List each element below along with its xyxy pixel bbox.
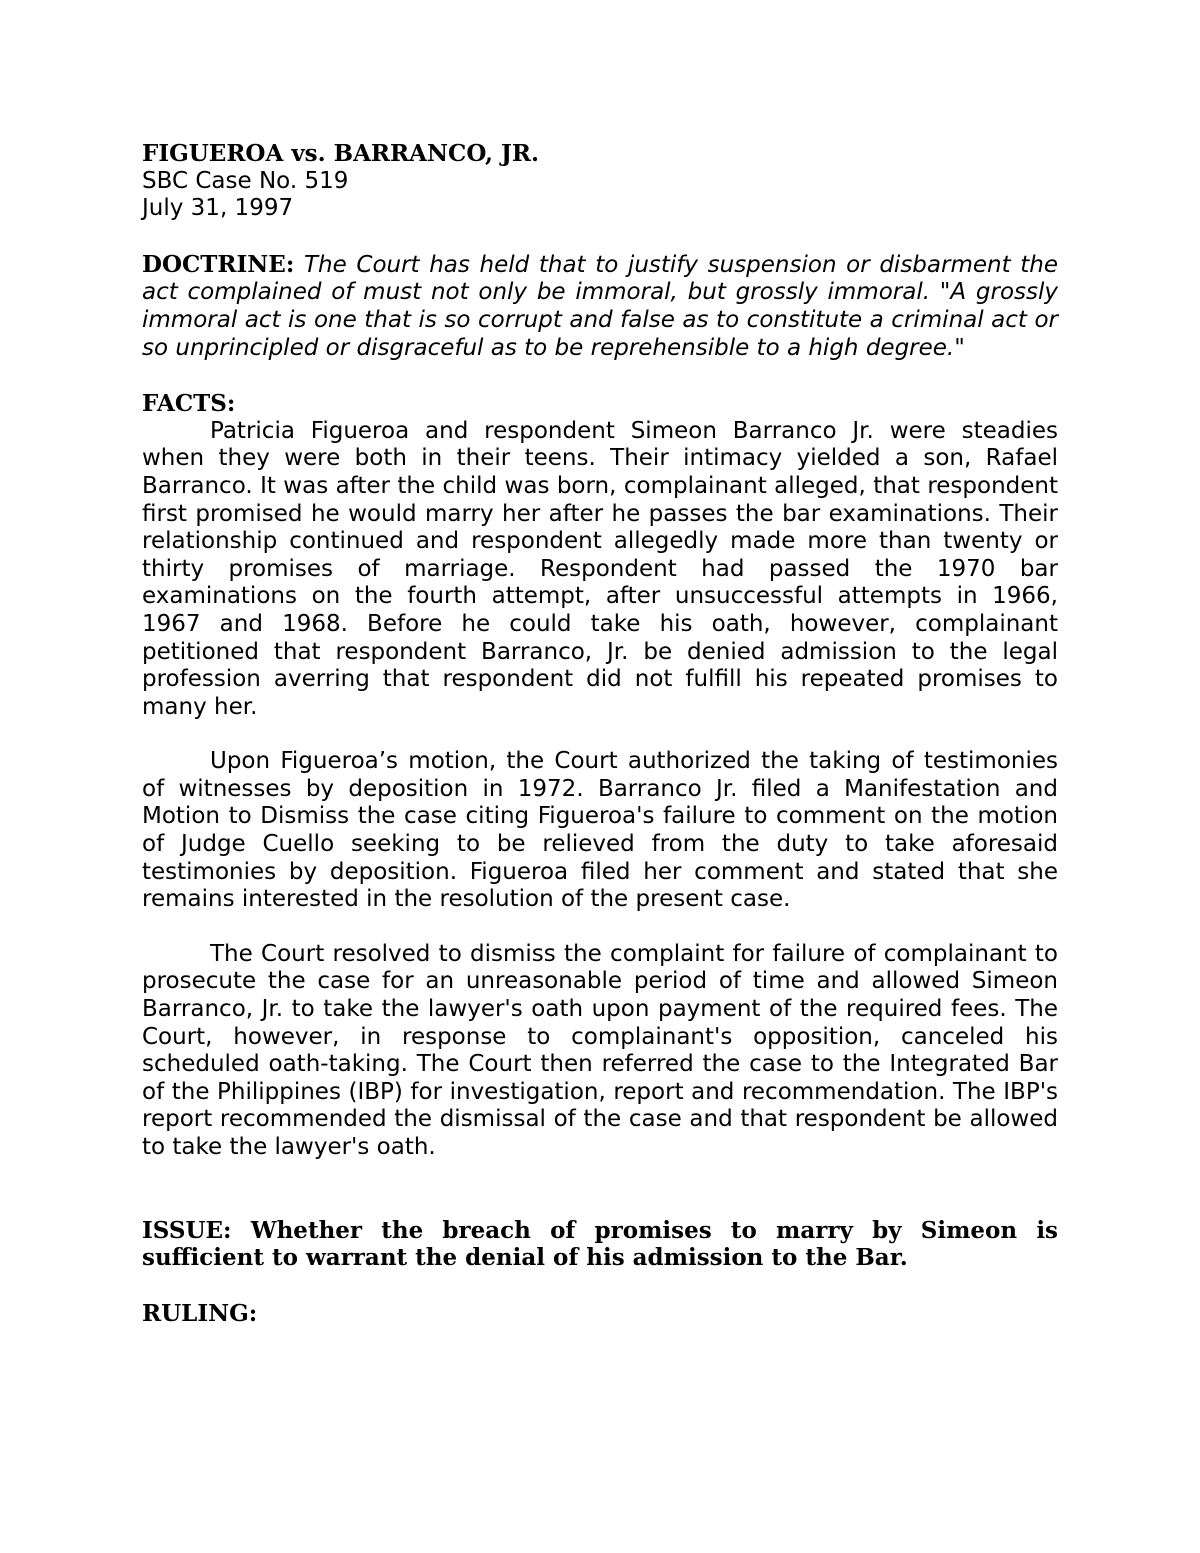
issue-section: ISSUE: Whether the breach of promises to marry by Simeon is sufficient to warrant the denial of his admission to the Bar. [142, 1216, 1058, 1272]
spacer [142, 1272, 1058, 1300]
spacer [142, 362, 1058, 390]
spacer [142, 914, 1058, 941]
facts-paragraph: The Court resolved to dismiss the complaint for failure of complainant to prosecute the case for an unreasonable period of time and allowed Simeon Barranco, Jr. to take the lawyer's oath upon payment of the required fees. The Court, however, in response to complainant's opposition, canceled his scheduled oath-taking. The Court then referred the case to the Integrated Bar of the Philippines (IBP) for investigation, report and recommendation. The IBP's report recommended the dismissal of the case and that respondent be allowed to take the lawyer's oath. [142, 940, 1058, 1160]
doctrine-label: DOCTRINE: [142, 250, 295, 278]
case-title: FIGUEROA vs. BARRANCO, JR. [142, 140, 540, 167]
case-date: July 31, 1997 [142, 195, 294, 222]
spacer [142, 223, 1058, 251]
document-page [142, 140, 1058, 1327]
spacer [142, 721, 1058, 748]
facts-paragraph: Upon Figueroa’s motion, the Court authorized the taking of testimonies of witnesses by deposition in 1972. Barranco Jr. filed a Manifestation and Motion to Dismiss the case citing Figueroa's failure to comment on the motion of Judge Cuello seeking to be relieved from the duty to take aforesaid testimonies by deposition. Figueroa filed her comment and stated that she remains interested in the resolution of the present case. [142, 748, 1058, 913]
facts-label: FACTS: [142, 390, 236, 418]
spacer [142, 1162, 1058, 1217]
case-number: SBC Case No. 519 [142, 167, 349, 194]
facts-paragraph: Patricia Figueroa and respondent Simeon Barranco Jr. were steadies when they were both in their teens. Their intimacy yielded a son, Rafael Barranco. It was after the child was born, complainant alleged, that respondent first promised he would marry her after he passes the bar examinations. Their relationship continued and respondent allegedly made more than twenty or thirty promises of marriage. Respondent had passed the 1970 bar examinations on the fourth attempt, after unsuccessful attempts in 1966, 1967 and 1968. Before he could take his oath, however, complainant petitioned that respondent Barranco, Jr. be denied admission to the legal profession averring that respondent did not fulfill his repeated promises to many her. [142, 417, 1058, 720]
doctrine-section [142, 251, 1058, 362]
doctrine-text: The Court has held that to justify suspension or disbarment the act complained of must not only be immoral, but grossly immoral. "A grossly immoral act is one that is so corrupt and false as to constitute a criminal act or so unprincipled or disgraceful as to be reprehensible to a high degree." [142, 251, 1058, 361]
ruling-label: RULING: [142, 1299, 258, 1327]
